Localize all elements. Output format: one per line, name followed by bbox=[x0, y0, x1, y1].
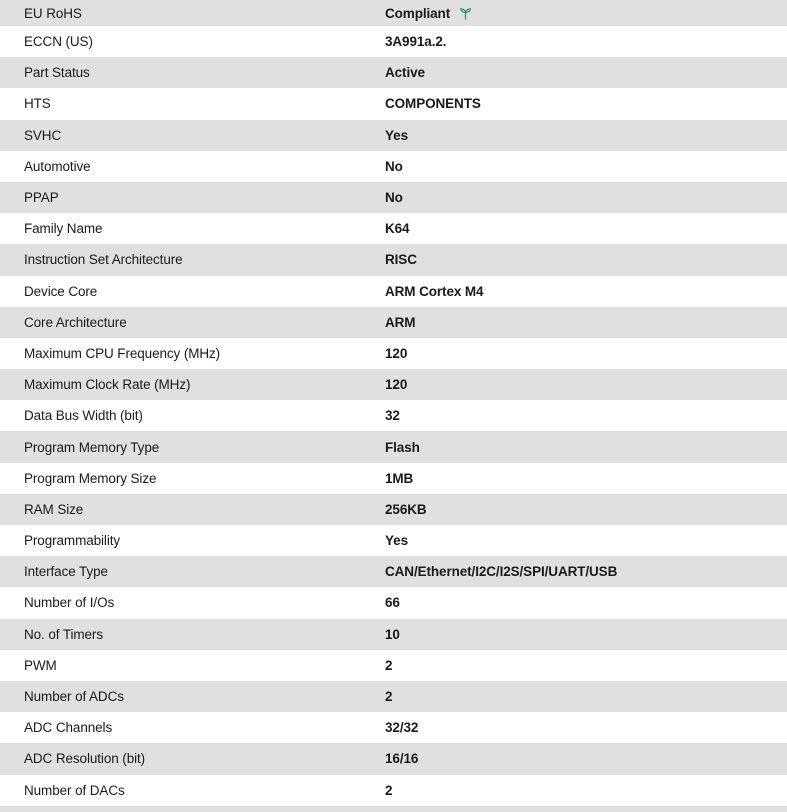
spec-value bbox=[385, 440, 787, 455]
spec-value-text: 66 bbox=[385, 595, 400, 611]
spec-label: ADC Channels bbox=[24, 720, 113, 736]
table-row bbox=[0, 338, 787, 369]
spec-label: HTS bbox=[24, 96, 51, 112]
table-row bbox=[0, 120, 787, 151]
spec-value bbox=[385, 408, 787, 423]
spec-value-text: No bbox=[385, 190, 403, 206]
spec-value bbox=[385, 627, 787, 642]
spec-value bbox=[385, 533, 787, 548]
spec-value bbox=[385, 284, 787, 299]
spec-value bbox=[385, 96, 787, 111]
spec-value bbox=[385, 221, 787, 236]
table-row bbox=[0, 431, 787, 462]
spec-value-text: 3A991a.2. bbox=[385, 34, 447, 50]
table-row bbox=[0, 775, 787, 806]
spec-value bbox=[385, 315, 787, 330]
table-row bbox=[0, 400, 787, 431]
spec-value-text: ARM bbox=[385, 314, 416, 330]
spec-label: Part Status bbox=[24, 65, 90, 81]
spec-value-text: K64 bbox=[385, 221, 410, 237]
spec-value-text: Active bbox=[385, 65, 425, 81]
spec-label: PWM bbox=[24, 657, 57, 673]
spec-label: SVHC bbox=[24, 127, 62, 143]
spec-label: No. of Timers bbox=[24, 626, 103, 642]
spec-label: ECCN (US) bbox=[24, 34, 93, 50]
table-row bbox=[0, 88, 787, 119]
spec-label: Program Memory Size bbox=[24, 470, 157, 486]
spec-label: Programmability bbox=[24, 533, 121, 549]
spec-value-text: 2 bbox=[385, 689, 393, 705]
spec-value-text: Compliant bbox=[385, 5, 451, 21]
spec-label: Number of DACs bbox=[24, 782, 125, 798]
spec-value bbox=[385, 190, 787, 205]
spec-value-text: CAN/Ethernet/I2C/I2S/SPI/UART/USB bbox=[385, 564, 618, 580]
spec-value bbox=[385, 502, 787, 517]
spec-value bbox=[385, 128, 787, 143]
spec-value bbox=[385, 595, 787, 610]
table-row bbox=[0, 244, 787, 275]
table-row bbox=[0, 494, 787, 525]
spec-value bbox=[385, 346, 787, 361]
spec-label: PPAP bbox=[24, 190, 59, 206]
leaf-icon[interactable] bbox=[458, 6, 473, 21]
spec-label: Number of ADCs bbox=[24, 689, 124, 705]
spec-label: Instruction Set Architecture bbox=[24, 252, 183, 268]
spec-value-text: 120 bbox=[385, 345, 408, 361]
table-row bbox=[0, 57, 787, 88]
table-row bbox=[0, 587, 787, 618]
spec-value-text: 10 bbox=[385, 626, 400, 642]
spec-label: Device Core bbox=[24, 283, 98, 299]
spec-value bbox=[385, 159, 787, 174]
spec-value-text: 2 bbox=[385, 657, 393, 673]
spec-value-text: Yes bbox=[385, 127, 408, 143]
table-row bbox=[0, 619, 787, 650]
spec-value bbox=[385, 6, 787, 21]
partial-table-row bbox=[0, 806, 787, 812]
spec-label: Number of I/Os bbox=[24, 595, 115, 611]
spec-value-text: COMPONENTS bbox=[385, 96, 481, 112]
spec-label: Maximum CPU Frequency (MHz) bbox=[24, 345, 221, 361]
spec-value bbox=[385, 471, 787, 486]
spec-label: Family Name bbox=[24, 221, 103, 237]
spec-value bbox=[385, 658, 787, 673]
table-row bbox=[0, 369, 787, 400]
spec-label: ADC Resolution (bit) bbox=[24, 751, 146, 767]
spec-value-text: 120 bbox=[385, 377, 408, 393]
spec-value-text: Yes bbox=[385, 533, 408, 549]
table-row bbox=[0, 650, 787, 681]
spec-label: Interface Type bbox=[24, 564, 108, 580]
spec-value bbox=[385, 751, 787, 766]
table-row bbox=[0, 681, 787, 712]
table-row bbox=[0, 463, 787, 494]
spec-value-text: 16/16 bbox=[385, 751, 419, 767]
table-row bbox=[0, 0, 787, 26]
spec-label: EU RoHS bbox=[24, 5, 82, 21]
spec-label: Data Bus Width (bit) bbox=[24, 408, 143, 424]
spec-value bbox=[385, 689, 787, 704]
table-row bbox=[0, 213, 787, 244]
spec-label: RAM Size bbox=[24, 501, 84, 517]
table-row bbox=[0, 743, 787, 774]
spec-value-text: 256KB bbox=[385, 501, 427, 517]
spec-value-text: No bbox=[385, 158, 403, 174]
table-row bbox=[0, 151, 787, 182]
spec-value bbox=[385, 720, 787, 735]
table-row bbox=[0, 525, 787, 556]
spec-value-text: ARM Cortex M4 bbox=[385, 283, 484, 299]
spec-value bbox=[385, 252, 787, 267]
table-row bbox=[0, 307, 787, 338]
spec-label: Core Architecture bbox=[24, 314, 127, 330]
spec-label: Automotive bbox=[24, 158, 91, 174]
spec-value-text: 1MB bbox=[385, 470, 414, 486]
table-row bbox=[0, 556, 787, 587]
table-row bbox=[0, 26, 787, 57]
spec-value-text: 32 bbox=[385, 408, 400, 424]
spec-value bbox=[385, 564, 787, 579]
spec-value bbox=[385, 65, 787, 80]
spec-value bbox=[385, 377, 787, 392]
spec-value-text: Flash bbox=[385, 439, 420, 455]
spec-value bbox=[385, 783, 787, 798]
spec-value-text: 32/32 bbox=[385, 720, 419, 736]
table-row bbox=[0, 712, 787, 743]
spec-value bbox=[385, 34, 787, 49]
spec-label: Program Memory Type bbox=[24, 439, 160, 455]
spec-value-text: 2 bbox=[385, 782, 393, 798]
spec-value-text: RISC bbox=[385, 252, 417, 268]
spec-label: Maximum Clock Rate (MHz) bbox=[24, 377, 191, 393]
table-row bbox=[0, 182, 787, 213]
table-row bbox=[0, 276, 787, 307]
